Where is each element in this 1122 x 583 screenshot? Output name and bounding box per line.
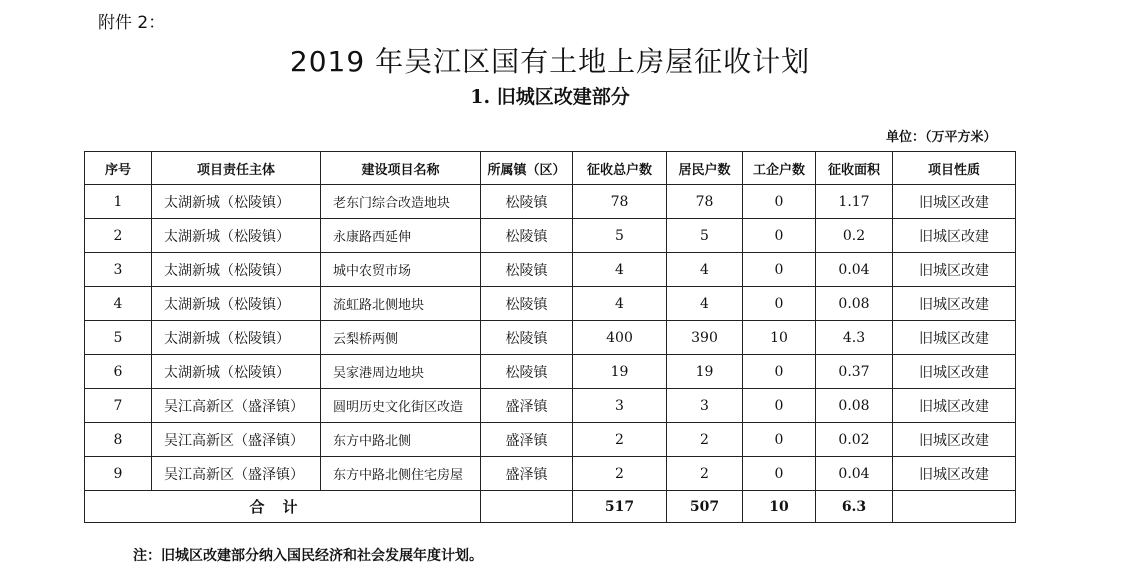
table-cell: 旧城区改建 bbox=[893, 355, 1016, 389]
table-cell: 19 bbox=[667, 355, 743, 389]
table-cell: 太湖新城（松陵镇） bbox=[152, 185, 321, 219]
attachment-label: 附件 2： bbox=[98, 13, 166, 33]
table-cell: 0 bbox=[743, 457, 816, 491]
table-cell: 吴江高新区（盛泽镇） bbox=[152, 389, 321, 423]
table-cell: 7 bbox=[85, 389, 152, 423]
unit-label: 单位：（万平方米） bbox=[886, 130, 997, 145]
table-cell: 东方中路北侧住宅房屋 bbox=[321, 457, 481, 491]
table-cell: 78 bbox=[667, 185, 743, 219]
table-cell: 4 bbox=[85, 287, 152, 321]
table-row bbox=[85, 253, 1016, 287]
table-cell: 旧城区改建 bbox=[893, 321, 1016, 355]
total-label: 合计 bbox=[85, 491, 481, 523]
total-households: 517 bbox=[573, 491, 667, 523]
header-cell: 居民户数 bbox=[667, 152, 743, 185]
table-cell: 松陵镇 bbox=[481, 321, 573, 355]
table-cell: 松陵镇 bbox=[481, 253, 573, 287]
table-cell: 0 bbox=[743, 253, 816, 287]
header-cell: 所属镇（区） bbox=[481, 152, 573, 185]
table-cell: 0.2 bbox=[816, 219, 893, 253]
table-cell: 太湖新城（松陵镇） bbox=[152, 219, 321, 253]
table-cell: 1.17 bbox=[816, 185, 893, 219]
table-cell: 吴江高新区（盛泽镇） bbox=[152, 457, 321, 491]
document-title: 2019 年吴江区国有土地上房屋征收计划 bbox=[289, 45, 811, 78]
header-cell: 序号 bbox=[85, 152, 152, 185]
table-cell: 松陵镇 bbox=[481, 287, 573, 321]
table-cell: 旧城区改建 bbox=[893, 457, 1016, 491]
total-area: 6.3 bbox=[816, 491, 893, 523]
table-row bbox=[85, 321, 1016, 355]
table-cell: 3 bbox=[85, 253, 152, 287]
table-cell: 0.37 bbox=[816, 355, 893, 389]
table-cell: 5 bbox=[667, 219, 743, 253]
table-cell: 3 bbox=[667, 389, 743, 423]
table-row bbox=[85, 423, 1016, 457]
table-cell: 0 bbox=[743, 423, 816, 457]
table-cell: 6 bbox=[85, 355, 152, 389]
table-cell: 0.04 bbox=[816, 457, 893, 491]
table-cell: 城中农贸市场 bbox=[321, 253, 481, 287]
table-cell: 吴江高新区（盛泽镇） bbox=[152, 423, 321, 457]
header-cell: 征收总户数 bbox=[573, 152, 667, 185]
table-cell: 旧城区改建 bbox=[893, 389, 1016, 423]
table-cell: 8 bbox=[85, 423, 152, 457]
table-cell: 盛泽镇 bbox=[481, 457, 573, 491]
table-cell: 太湖新城（松陵镇） bbox=[152, 287, 321, 321]
table-cell: 旧城区改建 bbox=[893, 185, 1016, 219]
table-cell: 0.08 bbox=[816, 389, 893, 423]
header-cell: 征收面积 bbox=[816, 152, 893, 185]
table-cell: 0 bbox=[743, 185, 816, 219]
table-cell: 4 bbox=[667, 287, 743, 321]
table-cell: 5 bbox=[85, 321, 152, 355]
table-cell: 永康路西延伸 bbox=[321, 219, 481, 253]
table-row bbox=[85, 185, 1016, 219]
table-row bbox=[85, 457, 1016, 491]
table-cell: 太湖新城（松陵镇） bbox=[152, 355, 321, 389]
expropriation-plan-table bbox=[84, 151, 1016, 523]
header-cell: 项目责任主体 bbox=[152, 152, 321, 185]
total-resident-households: 507 bbox=[667, 491, 743, 523]
table-cell: 东方中路北侧 bbox=[321, 423, 481, 457]
header-cell: 项目性质 bbox=[893, 152, 1016, 185]
table-cell: 2 bbox=[573, 457, 667, 491]
total-enterprise-households: 10 bbox=[743, 491, 816, 523]
table-cell: 太湖新城（松陵镇） bbox=[152, 253, 321, 287]
table-row bbox=[85, 287, 1016, 321]
table-cell: 2 bbox=[573, 423, 667, 457]
table-cell: 0 bbox=[743, 355, 816, 389]
table-cell: 10 bbox=[743, 321, 816, 355]
table-cell: 4.3 bbox=[816, 321, 893, 355]
table-cell: 旧城区改建 bbox=[893, 253, 1016, 287]
table-cell: 松陵镇 bbox=[481, 355, 573, 389]
table-cell: 0.02 bbox=[816, 423, 893, 457]
table-row bbox=[85, 219, 1016, 253]
table-cell: 云梨桥两侧 bbox=[321, 321, 481, 355]
table-cell: 盛泽镇 bbox=[481, 389, 573, 423]
table-row bbox=[85, 389, 1016, 423]
table-cell: 松陵镇 bbox=[481, 185, 573, 219]
document-subtitle: 1. 旧城区改建部分 bbox=[470, 86, 630, 108]
header-cell: 工企户数 bbox=[743, 152, 816, 185]
footnote: 注：旧城区改建部分纳入国民经济和社会发展年度计划。 bbox=[133, 548, 483, 564]
table-cell: 390 bbox=[667, 321, 743, 355]
table-cell: 旧城区改建 bbox=[893, 287, 1016, 321]
table-cell: 2 bbox=[85, 219, 152, 253]
table-cell: 圆明历史文化街区改造 bbox=[321, 389, 481, 423]
table-cell: 5 bbox=[573, 219, 667, 253]
total-cell-empty bbox=[481, 491, 573, 523]
table-header-row bbox=[85, 152, 1016, 185]
table-cell: 4 bbox=[573, 253, 667, 287]
table-total-row bbox=[85, 491, 1016, 523]
table-cell: 400 bbox=[573, 321, 667, 355]
table-cell: 0 bbox=[743, 287, 816, 321]
table-cell: 太湖新城（松陵镇） bbox=[152, 321, 321, 355]
table-cell: 0.08 bbox=[816, 287, 893, 321]
table-cell: 流虹路北侧地块 bbox=[321, 287, 481, 321]
table-cell: 吴家港周边地块 bbox=[321, 355, 481, 389]
table-cell: 2 bbox=[667, 457, 743, 491]
table-cell: 78 bbox=[573, 185, 667, 219]
table-cell: 4 bbox=[573, 287, 667, 321]
header-cell: 建设项目名称 bbox=[321, 152, 481, 185]
table-cell: 老东门综合改造地块 bbox=[321, 185, 481, 219]
table-cell: 9 bbox=[85, 457, 152, 491]
table-cell: 松陵镇 bbox=[481, 219, 573, 253]
table-cell: 0.04 bbox=[816, 253, 893, 287]
table-cell: 4 bbox=[667, 253, 743, 287]
table-row bbox=[85, 355, 1016, 389]
table-cell: 0 bbox=[743, 389, 816, 423]
table-cell: 旧城区改建 bbox=[893, 219, 1016, 253]
table-cell: 3 bbox=[573, 389, 667, 423]
table-cell: 19 bbox=[573, 355, 667, 389]
table-cell: 盛泽镇 bbox=[481, 423, 573, 457]
table-cell: 0 bbox=[743, 219, 816, 253]
table-cell: 1 bbox=[85, 185, 152, 219]
total-cell-empty bbox=[893, 491, 1016, 523]
table-cell: 2 bbox=[667, 423, 743, 457]
table-cell: 旧城区改建 bbox=[893, 423, 1016, 457]
